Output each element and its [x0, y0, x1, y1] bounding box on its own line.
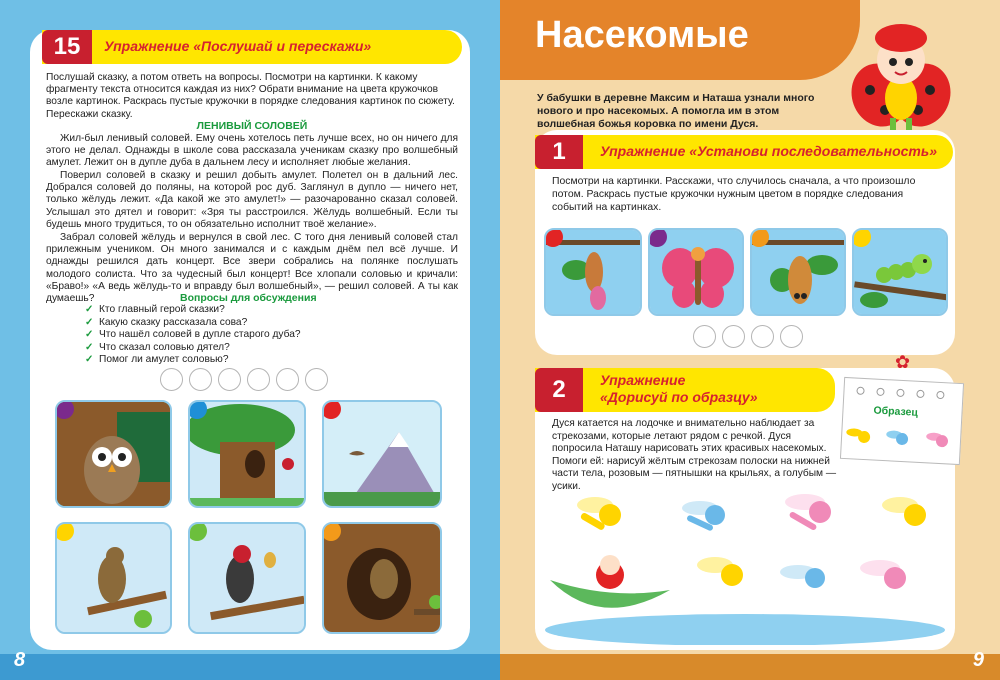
exercise-2-label: Упражнение — [600, 372, 686, 388]
left-exercise-title — [104, 38, 371, 54]
left-exercise-label: Упражнение — [104, 38, 190, 54]
story-paragraph-2: Поверил соловей в сказку и решил добыть амулет. Полетел он в дальний лес. Добрался соловей до поляны, на которой рос дуб. Заглянул в дупло — ничего нет, только жёлудь лежит. «Да какой же это амулет!» — разочарованно сказал соловей. Услышал это дятел и говорит: «Зря ты расстроился. Жёлудь волшебный. Если ты будешь много трудиться, то он обязательно исполнит твоё желание». — [46, 170, 458, 230]
questions-title: Вопросы для обсуждения — [180, 292, 317, 304]
tree-hollow-illustration — [324, 524, 442, 634]
dragonflies-illustration — [540, 480, 950, 645]
oak-tree-illustration — [190, 402, 306, 508]
woodpecker-illustration — [190, 524, 306, 634]
sample-label: Образец — [873, 404, 919, 419]
question-item: ✓ Что сказал соловью дятел? — [85, 342, 415, 355]
sample-dragonflies-icon — [841, 418, 963, 464]
binder-ring — [876, 388, 884, 396]
ladybug-mascot — [840, 10, 960, 135]
dragonfly-blue-icon — [682, 501, 725, 532]
picture-caterpillar — [852, 228, 948, 316]
dragonfly-pink-icon — [785, 494, 831, 531]
question-item: ✓ Какую сказку рассказала сова? — [85, 317, 415, 330]
story-paragraph-1: Жил-был ленивый соловей. Ему очень хотелось петь лучше всех, но он ничего для этого не делал. Однажды в школе сова рассказала ученикам сказку про волшебный амулет. Лежит он в дупле дуба в дальнем лесу и исполняет любые желания. — [46, 133, 458, 169]
question-item: ✓ Помог ли амулет соловью? — [85, 354, 415, 367]
question-item: ✓ Кто главный герой сказки? — [85, 304, 415, 317]
exercise-1-label: Упражнение — [600, 143, 686, 159]
right-bottom-band — [500, 654, 1000, 680]
answer-circle[interactable] — [751, 325, 774, 348]
dragonfly-blue-icon — [780, 565, 825, 588]
dragonflies-scene — [540, 480, 950, 645]
answer-circle[interactable] — [305, 368, 328, 391]
leaf-boat-icon — [550, 555, 670, 608]
exercise-1-text: Посмотри на картинки. Расскажи, что случилось сначала, а что произошло потом. Раскрась пустые кружочки нужным цветом в порядке следования событий на картинках. — [552, 176, 916, 213]
picture-chrysalis — [750, 228, 846, 316]
picture-butterfly — [648, 228, 744, 316]
page-title: Насекомые — [535, 14, 749, 56]
exercise-2-text: Дуся катается на лодочке и внимательно наблюдает за стрекозами, которые летают рядом с речкой. Дуся попросила Наташу нарисовать этих красивых насекомых. Помоги ей: нарисуй жёлтым стрекозам полоски на нижней части тела, розовым — пятнышки на крыльях, а голубым — усики. — [552, 418, 837, 492]
answer-circle[interactable] — [780, 325, 803, 348]
mountains-illustration — [324, 402, 442, 508]
bow-icon: ✿ — [895, 352, 911, 372]
binder-ring — [936, 391, 944, 399]
dragonfly-yellow-icon — [697, 557, 743, 586]
exercise-1-name: «Установи последовательность» — [689, 143, 937, 159]
picture-woodpecker-acorn — [188, 522, 306, 634]
exercise-number-15: 15 — [42, 30, 92, 64]
picture-flight-mountains — [322, 400, 442, 508]
answer-circle[interactable] — [693, 325, 716, 348]
page-number-left: 8 — [14, 649, 26, 671]
exercise-2-name: «Дорисуй по образцу» — [600, 389, 758, 405]
exercise-2-title — [600, 372, 758, 406]
left-bottom-band — [0, 654, 500, 680]
ladybug-icon — [840, 10, 960, 135]
question-item: ✓ Что нашёл соловей в дупле старого дуба? — [85, 329, 415, 342]
owl-illustration — [57, 402, 172, 508]
left-instructions: Послушай сказку, а потом ответь на вопросы. Посмотри на картинки. К какому фрагменту текста относится каждая из них? Обрати внимание на цвета кружочков возле картинок. Раскрась пустые кружочки в порядке следования картинок по сюжету. Перескажи сказку. — [46, 72, 455, 120]
exercise-1-title — [600, 143, 937, 159]
answer-circle[interactable] — [722, 325, 745, 348]
story-title: ЛЕНИВЫЙ СОЛОВЕЙ — [196, 120, 308, 132]
answer-circle[interactable] — [247, 368, 270, 391]
exercise-1-answer-circles — [693, 325, 803, 348]
picture-hollow-acorn — [322, 522, 442, 634]
binder-ring — [916, 390, 924, 398]
story-paragraph-3: Забрал соловей жёлудь и вернулся в свой лес. С того дня ленивый соловей стал прилежным учеником. Он много занимался и с каждым днём пел всё лучше. И однажды решился дать концерт. Все звери собрались на полянке послушать молодого солиста. Что за чудесный был концерт! Все хлопали соловью и кричали: «Браво!» «А ведь жёлудь-то и вправду был волшебный», — решил соловей. А ты как думаешь? — [46, 232, 458, 305]
questions-list — [85, 304, 415, 367]
answer-circle[interactable] — [276, 368, 299, 391]
dragonfly-yellow-icon — [577, 497, 621, 531]
dragonfly-yellow-icon — [882, 497, 926, 526]
binder-ring — [896, 389, 904, 397]
exercise-number-1: 1 — [535, 135, 583, 169]
exercise-number-2: 2 — [535, 368, 583, 412]
intro-text: У бабушки в деревне Максим и Наташа узнали много нового и про насекомых. А помогла им в этом волшебная божья коровка по имени Дуся. — [537, 92, 815, 130]
picture-owl-teacher — [55, 400, 172, 508]
answer-circle[interactable] — [218, 368, 241, 391]
picture-oak-woodpecker — [188, 400, 306, 508]
binder-ring — [856, 387, 864, 395]
left-exercise-name: «Послушай и перескажи» — [193, 38, 372, 54]
picture-cocoon-open — [544, 228, 642, 316]
dragonfly-pink-icon — [860, 560, 906, 589]
answer-circle[interactable] — [160, 368, 183, 391]
answer-circle[interactable] — [189, 368, 212, 391]
singing-bird-illustration — [57, 524, 172, 634]
page-number-right: 9 — [972, 649, 984, 671]
left-answer-circles — [160, 368, 328, 391]
sample-card — [840, 377, 964, 465]
picture-nightingale-singing — [55, 522, 172, 634]
